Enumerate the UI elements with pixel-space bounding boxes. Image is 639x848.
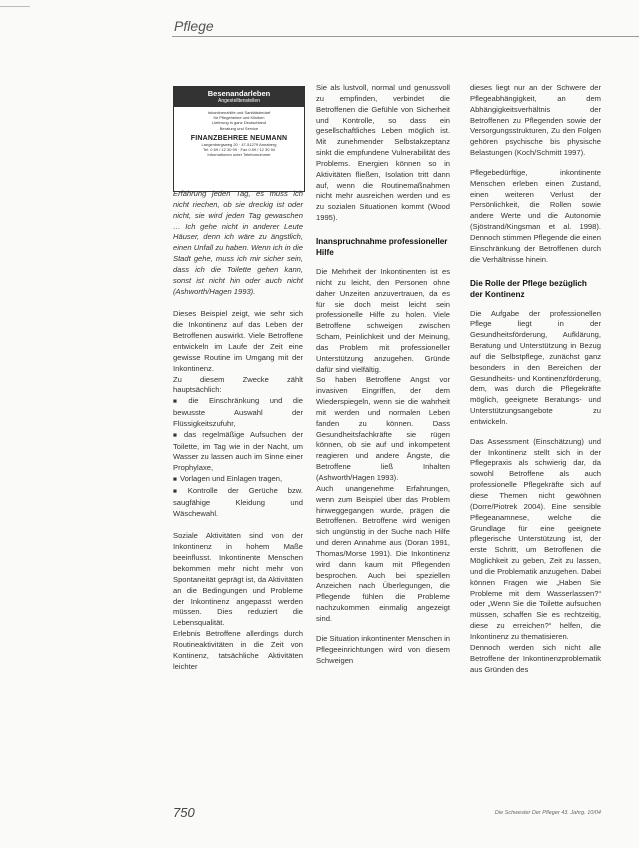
bullet-item: ■ das regelmäßige Aufsuchen der Toilette, im Tag wie in der Nacht, um Wasser zu lassen auch im Sinne einer Prophylaxe, bbox=[173, 430, 303, 474]
body-paragraph: Dieses Beispiel zeigt, wie sehr sich die Inkontinenz auf das Leben der Betroffenen auswirkt. Viele Betroffene entwickeln im Laufe der Zeit eine gewisse Routine im Umgang mit der Inkontinenz. bbox=[173, 309, 303, 373]
ad-address-line: Langenbergsweg 20 · 47-51279 Annaberg bbox=[201, 141, 277, 147]
quote-paragraph: Erfahrung jeden Tag, es muss ich nicht riechen, ob sie dreckig ist oder nicht, sie wird jeden Tag gewaschen … Ich gehe nicht in anderer Leute Häuser, denn ich wäre zu ängstlich, einen Unfall zu haben. Wenn ich in die Stadt gehe, muss ich mir sicher sein, dass ich die Toilette gehen kann, sonst ist nicht hin oder auch nicht (Ashworth/Hagen 1993). bbox=[173, 189, 303, 296]
text-column-1 bbox=[173, 189, 303, 672]
ad-header bbox=[174, 87, 304, 107]
ad-address-line: Informationen unter Telefonnummer bbox=[207, 151, 271, 157]
body-paragraph: Zu diesem Zwecke zählt hauptsächlich: bbox=[173, 374, 303, 395]
ad-brand: FINANZBEHREE NEUMANN bbox=[190, 134, 288, 142]
ad-body-line: Lieferung in ganz Deutschland bbox=[211, 120, 267, 126]
body-paragraph: Die Situation inkontinenter Menschen in Pflegeeinrichtungen wird von diesem Schweigen bbox=[316, 633, 450, 665]
section-heading: Inanspruchnahme professioneller Hilfe bbox=[316, 236, 448, 257]
body-paragraph: So haben Betroffene Angst vor invasiven Eingriffen, der dem Wiederspiegeln, wenn sie die wahrheit mit werden und normalen Leben fanden zu können. Dass Gesundheitsfachkräfte sie rügen können, ob sie auf und inkompetent reagieren und andere Ängste, die Betroffene ließ Inhalten (Ashworth/Hagen 1993). bbox=[316, 375, 450, 482]
body-paragraph: Das Assessment (Einschätzung) und der Inkontinenz stellt sich in der Pflegepraxis als schwierig dar, da sowohl Betroffene als auch professionelle Pflegekräfte sich auf diese Themen nicht gewöhnen (Dorre/Piotrek 2004). Eine sensible Pflegeanamnese, welche die Grundlage für eine geeignete pflegerische Unterstützung ist, der erste Schritt, um Betroffenen die Möglichkeit zu geben, Zeit zu lassen, und die Problematik anzugehen. Dabei können Fragen wie „Haben Sie Probleme mit dem Wasserlassen?“ oder „Wenn Sie die Toilette aufsuchen müssen, schaffen Sie es rechtzeitig, diese zu erreichen?“ helfen, die Inkontinenz zu thematisieren. bbox=[470, 436, 601, 641]
ad-body bbox=[174, 107, 304, 131]
ad-body-line: Inkontinenzhilfe und Sanitätsbedarf bbox=[207, 110, 271, 115]
body-paragraph: Dennoch werden sich nicht alle Betroffene der Inkontinenzproblematik aus Gründen des bbox=[470, 642, 601, 674]
body-paragraph: Pflegebedürftige, inkontinente Menschen erleben einen Zustand, einen weiteren Verlust der Persönlichkeit, die Rollen sowie andere Werte und die Autonomie (Sjöstrand/Kingsman et al. 1998). Dennoch stimmen Pflegende die einen Einschränkung der Betroffenen durch die Verhältnisse hinein. bbox=[470, 167, 601, 264]
section-heading: Die Rolle der Pflege bezüglich der Kontinenz bbox=[470, 278, 587, 299]
body-paragraph: Die Aufgabe der professionellen Pflege liegt in der Gesundheitsförderung, Aufklärung, Beratung und Unterstützung in Bezug auf die Selbstpflege, zunächst ganz besonders in den Bereichen der Gesundheits- und Kontinenzförderung, dem, was durch die Pflegekräfte möglich, geeignete Beratungs- und Unterstützungsangebote zu entwickeln. bbox=[470, 308, 601, 426]
header-rule bbox=[172, 36, 639, 37]
advertisement-box bbox=[173, 86, 305, 192]
body-paragraph: dieses liegt nur an der Schwere der Pflegeabhängigkeit, an dem Abhängigkeitsverhältnis der Betroffenen zu Pflegenden sowie der Versorgungsstrukturen, Zu den Folgen gehören psychische bis physische Belastungen (Koch/Schmitt 1997). bbox=[470, 83, 601, 158]
journal-footer: Die Schwester Der Pfleger 43. Jahrg. 10/04 bbox=[494, 810, 601, 816]
ad-body-line: für Pflegeheime und Kliniken bbox=[213, 115, 265, 121]
page-number: 750 bbox=[173, 805, 195, 820]
corner-mark bbox=[0, 0, 30, 7]
ad-address-line: Tel. 0 69 / 12 30 99 · Fax 0 69 / 12 30 94 bbox=[202, 146, 276, 152]
header-title: Pflege bbox=[174, 18, 214, 34]
page-header bbox=[0, 0, 639, 44]
body-paragraph: Auch unangenehme Erfahrungen, wenn zum Beispiel über das Problem hinweggegangen wurde, prägen die Betroffenen. Betroffene wird wenigen sich ungünstig in der Suche nach Hilfe und deren Annahme aus (Doran 1991, Thomas/Morse 1991). Die Inkontinenz wird dann kaum mit Pflegenden besprochen. Auch bei speziellen Anzeichen nach Überlegungen, die Pflegende fühlen die Probleme nachzukommen einmalig angezeigt sind. bbox=[316, 483, 450, 623]
body-paragraph: Die Mehrheit der Inkontinenten ist es nicht zu leicht, den Personen ohne daher Unzeiten anzuvertrauen, da es für sie doch meist leicht sein professionelle Hilfe zu holen. Viele Betroffene schweigen zwischen Scham, Peinlichkeit und der Meinung, das Problem mit professioneller Unterstützung anzugehen. Gründe dafür sind vielfältig. bbox=[316, 266, 450, 374]
body-paragraph: Soziale Aktivitäten sind von der Inkontinenz in hohem Maße beeinflusst. Inkontinente Menschen bekommen mehr nicht mehr von Spontaneität geprägt ist, da Aktivitäten an die Bedingungen und Probleme der Inkontinenz angepasst werden müssen. Dies reduziert die Lebensqualität. bbox=[173, 531, 303, 628]
body-paragraph: Erlebnis Betroffene allerdings durch Routineaktivitäten in die Zeit von Kontinenz, tatsächliche Aktivitäten leichter bbox=[173, 629, 303, 671]
bullet-item: ■ die Einschränkung und die bewusste Auswahl der Flüssigkeitszufuhr, bbox=[173, 396, 303, 430]
ad-body-line: Beratung und Service bbox=[219, 125, 259, 131]
ad-heading: Besenandarleben bbox=[207, 89, 271, 98]
text-column-3 bbox=[470, 83, 601, 675]
ad-address bbox=[174, 142, 304, 157]
body-paragraph: Sie als lustvoll, normal und genussvoll zu empfinden, verbindet die Betroffenen die Gefühle von Sicherheit und Kontrolle, so dass ein gesellschaftliches Leben möglich ist. Mit zunehmender Selbstakzeptanz sinkt die empfundene Vulnerabilität des Problems. Energien können so in Aktivitäten fließen, Isolation tritt dann auf, wenn die Routinemaßnahmen nicht mehr ausreichen werden und es zu sozialen Situationen kommt (Wood 1995). bbox=[316, 83, 450, 223]
bullet-item: ■ Vorlagen und Einlagen tragen, bbox=[173, 474, 303, 486]
text-column-2 bbox=[316, 83, 450, 666]
bullet-item: ■ Kontrolle der Gerüche bzw. saugfähige Kleidung und Wäschewahl. bbox=[173, 486, 303, 520]
ad-subheading: Angestelltenstellen bbox=[218, 98, 260, 104]
